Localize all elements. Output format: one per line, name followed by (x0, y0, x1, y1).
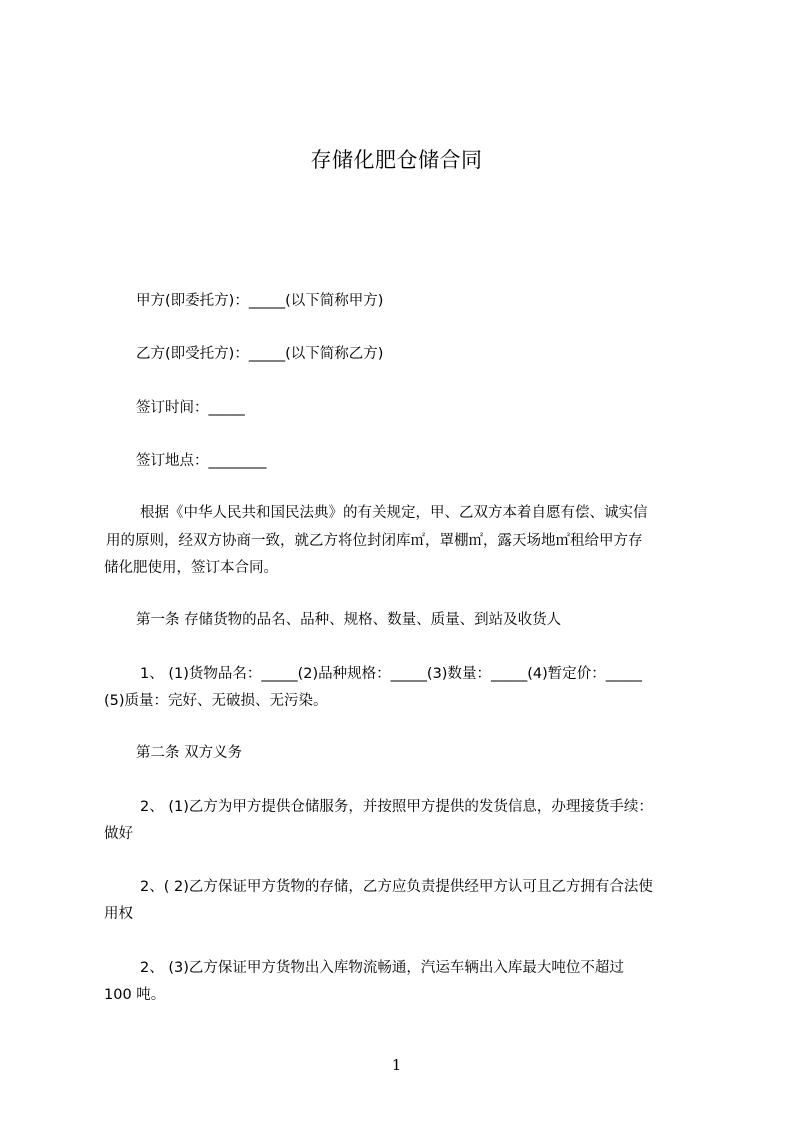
article-1-item-line-2: (5)质量：完好、无破损、无污染。 (104, 693, 328, 709)
sign-place-line: 签订地点：________ (136, 453, 267, 469)
party-a-line: 甲方(即委托方)：_____(以下简称甲方) (136, 293, 384, 309)
article-2-item-2-line-1: 2、( 2)乙方保证甲方货物的存储，乙方应负责提供经甲方认可且乙方拥有合法使 (140, 879, 653, 895)
intro-line-1: 根据《中华人民共和国民法典》的有关规定，甲、乙双方本着自愿有偿、诚实信 (140, 505, 648, 521)
document-title: 存储化肥仓储合同 (310, 148, 483, 172)
article-1-item-line-1: 1、 (1)货物品名：_____(2)品种规格：_____(3)数量：_____(4)暂定价：_____ (140, 666, 642, 682)
article-2-item-3-line-1: 2、 (3)乙方保证甲方货物出入库物流畅通，汽运车辆出入库最大吨位不超过 (140, 960, 624, 976)
sign-time-line: 签订时间：_____ (136, 400, 245, 416)
article-2-item-2-line-2: 用权 (104, 906, 133, 922)
intro-line-2: 用的原则，经双方协商一致，就乙方将位封闭库㎡，罩棚㎡，露天场地㎡租给甲方存 (106, 533, 643, 549)
article-2-heading: 第二条 双方义务 (136, 745, 243, 761)
intro-line-3: 储化肥使用，签订本合同。 (104, 560, 278, 576)
article-2-item-1-line-2: 做好 (104, 826, 133, 842)
article-2-item-1-line-1: 2、 (1)乙方为甲方提供仓储服务，并按照甲方提供的发货信息，办理接货手续： (140, 799, 653, 815)
party-b-line: 乙方(即受托方)：_____(以下简称乙方) (136, 346, 384, 362)
article-1-heading: 第一条 存储货物的品名、品种、规格、数量、质量、到站及收货人 (136, 612, 562, 628)
article-2-item-3-line-2: 100 吨。 (104, 987, 166, 1003)
page-number: 1 (391, 1056, 402, 1074)
